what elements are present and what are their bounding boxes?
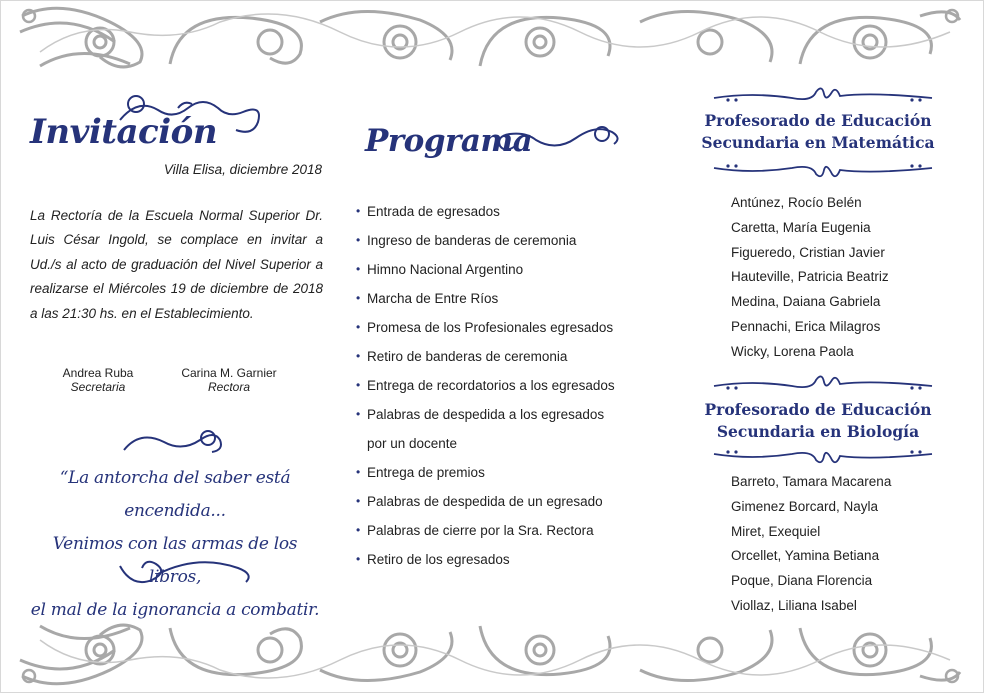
bullet-icon: • bbox=[356, 465, 361, 479]
quote-flourish-top bbox=[120, 426, 230, 462]
program-item-text: Himno Nacional Argentino bbox=[367, 262, 524, 277]
bullet-icon: • bbox=[356, 320, 361, 334]
bullet-icon: • bbox=[356, 552, 361, 566]
graduate-name: Gimenez Borcard, Nayla bbox=[731, 498, 879, 514]
program-item bbox=[356, 400, 656, 429]
signatory-role: Rectora bbox=[207, 380, 251, 394]
quote-block bbox=[30, 462, 320, 627]
invitation-date: Villa Elisa, diciembre 2018 bbox=[163, 162, 322, 177]
bullet-icon: • bbox=[356, 262, 361, 276]
signatory-name: Carina M. Garnier bbox=[181, 366, 277, 380]
graduate-name: Orcellet, Yamina Betiana bbox=[731, 548, 880, 564]
heading-line: Profesorado de Educación bbox=[704, 400, 932, 419]
graduate-name: Antúnez, Rocío Belén bbox=[731, 195, 862, 210]
quote-line: el mal de la ignorancia a combatir. bbox=[30, 600, 320, 620]
program-item bbox=[356, 197, 656, 226]
program-item bbox=[356, 342, 656, 371]
program-item-text: Entrega de recordatorios a los egresados bbox=[367, 378, 615, 393]
bullet-icon: • bbox=[356, 494, 361, 508]
biology-program-heading bbox=[700, 399, 936, 443]
invitation-body: La Rectoría de la Escuela Normal Superior Dr. Luis César Ingold, se complace en invitar a Ud./s al acto de graduación del Nivel Superior a realizarse el Miércoles 19 de diciembre de 2018 a las 21:30 hs. en el Establecimiento. bbox=[30, 208, 323, 321]
heading-line: Secundaria en Matemática bbox=[701, 133, 935, 152]
program-list bbox=[356, 197, 656, 574]
graduate-name: Wicky, Lorena Paola bbox=[731, 343, 854, 359]
math-program-heading bbox=[700, 110, 936, 154]
program-item-text: por un docente bbox=[367, 436, 458, 451]
program-item-text: Entrada de egresados bbox=[367, 204, 500, 219]
heading-line: Profesorado de Educación bbox=[704, 111, 932, 130]
program-item bbox=[356, 429, 656, 458]
bullet-icon: • bbox=[356, 378, 361, 392]
math-graduates-list bbox=[731, 191, 961, 365]
bullet-icon: • bbox=[356, 407, 361, 421]
quote-flourish-bottom bbox=[118, 552, 258, 592]
program-item-text: Promesa de los Profesionales egresados bbox=[367, 320, 614, 335]
biology-graduates-list bbox=[731, 470, 961, 619]
graduate-name: Medina, Daiana Gabriela bbox=[731, 294, 881, 310]
bullet-icon: • bbox=[356, 523, 361, 537]
signatory-name: Andrea Ruba bbox=[62, 366, 134, 380]
graduate-name: Pennachi, Erica Milagros bbox=[731, 318, 881, 334]
program-item bbox=[356, 516, 656, 545]
graduate-name: Barreto, Tamara Macarena bbox=[731, 474, 892, 489]
program-item bbox=[356, 313, 656, 342]
bullet-icon: • bbox=[356, 233, 361, 247]
bullet-icon: • bbox=[356, 291, 361, 305]
program-item-text: Marcha de Entre Ríos bbox=[367, 291, 499, 306]
math-heading-ornament-bottom bbox=[712, 158, 934, 180]
bullet-icon: • bbox=[356, 349, 361, 363]
bottom-ornament-border bbox=[20, 618, 962, 690]
graduate-name: Poque, Diana Florencia bbox=[731, 573, 873, 589]
invitation-title: Invitación bbox=[30, 112, 218, 152]
bio-heading-ornament-bottom bbox=[712, 444, 934, 466]
heading-line: Secundaria en Biología bbox=[716, 422, 920, 441]
program-item bbox=[356, 226, 656, 255]
program-title: Programa bbox=[365, 123, 533, 159]
math-heading-ornament-top bbox=[712, 86, 934, 108]
quote-line: “La antorcha del saber está encendida... bbox=[59, 468, 291, 521]
program-item-text: Palabras de cierre por la Sra. Rectora bbox=[367, 523, 594, 538]
graduate-name: Viollaz, Liliana Isabel bbox=[731, 597, 857, 613]
program-flourish bbox=[496, 120, 626, 162]
program-item-text: Retiro de los egresados bbox=[367, 552, 510, 567]
quote-line: Venimos con las armas de los libros, bbox=[52, 534, 298, 587]
program-item bbox=[356, 487, 656, 516]
signatory-role: Secretaria bbox=[70, 380, 126, 394]
program-item-text: Ingreso de banderas de ceremonia bbox=[367, 233, 577, 248]
bullet-icon: • bbox=[356, 204, 361, 218]
graduate-name: Miret, Exequiel bbox=[731, 523, 821, 539]
program-item-text: Entrega de premios bbox=[367, 465, 485, 480]
program-item bbox=[356, 371, 656, 400]
program-item bbox=[356, 458, 656, 487]
signatory-principal bbox=[170, 366, 288, 394]
graduate-name: Caretta, María Eugenia bbox=[731, 219, 871, 235]
signatory-secretary bbox=[55, 366, 141, 394]
bio-heading-ornament-top bbox=[712, 374, 934, 396]
program-item bbox=[356, 545, 656, 574]
program-item bbox=[356, 255, 656, 284]
graduate-name: Hauteville, Patricia Beatriz bbox=[731, 269, 889, 285]
top-ornament-border bbox=[20, 2, 962, 74]
program-item-text: Palabras de despedida de un egresado bbox=[367, 494, 603, 509]
program-item-text: Palabras de despedida a los egresados bbox=[367, 407, 605, 422]
program-item bbox=[356, 284, 656, 313]
program-item-text: Retiro de banderas de ceremonia bbox=[367, 349, 568, 364]
graduate-name: Figueredo, Cristian Javier bbox=[731, 244, 885, 260]
